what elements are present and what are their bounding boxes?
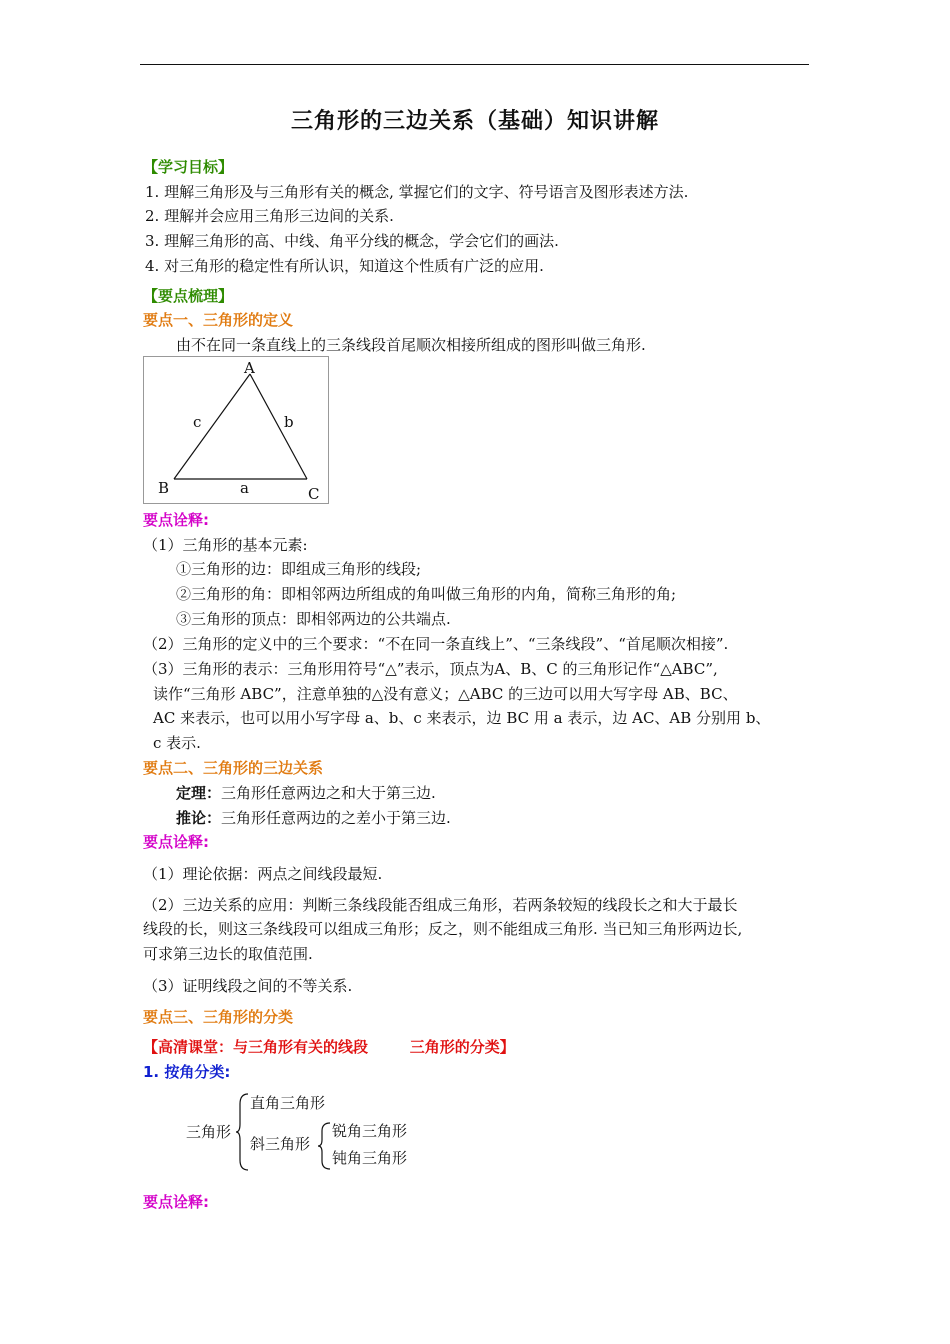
side-b-label: b xyxy=(284,413,294,431)
vertex-B-label: B xyxy=(158,479,170,497)
objective-item-4: 4. 对三角形的稳定性有所认识，知道这个性质有广泛的应用. xyxy=(145,257,544,275)
video-link[interactable]: 【高清课堂：与三角形有关的线段 三角形的分类】 xyxy=(143,1038,515,1056)
point1-note-5: （2）三角形的定义中的三个要求：“不在同一条直线上”、“三条线段”、“首尾顺次相接”. xyxy=(143,635,729,653)
side-c-line xyxy=(174,374,250,479)
tree-brace-2 xyxy=(318,1121,332,1171)
corollary-label: 推论： xyxy=(176,809,222,827)
objective-item-3: 3. 理解三角形的高、中线、角平分线的概念，学会它们的画法. xyxy=(145,232,559,250)
point1-heading: 要点一、三角形的定义 xyxy=(143,311,294,329)
point3-note-heading: 要点诠释: xyxy=(143,1193,209,1211)
point2-note-5: （3）证明线段之间的不等关系. xyxy=(143,977,353,995)
key-points-heading: 【要点梳理】 xyxy=(143,287,234,305)
objective-item-2: 2. 理解并会应用三角形三边间的关系. xyxy=(145,207,394,225)
objectives-heading-text: 【学习目标】 xyxy=(143,158,234,176)
corollary-text: 三角形任意两边的之差小于第三边. xyxy=(221,809,451,827)
objective-item-1: 1. 理解三角形及与三角形有关的概念, 掌握它们的文字、符号语言及图形表述方法. xyxy=(145,183,689,201)
point2-note-4: 可求第三边长的取值范围. xyxy=(143,945,313,963)
theorem-label: 定理： xyxy=(176,784,222,802)
tree-obtuse: 钝角三角形 xyxy=(332,1149,408,1167)
triangle-definition: 由不在同一条直线上的三条线段首尾顺次相接所组成的图形叫做三角形. xyxy=(176,336,646,354)
tree-root: 三角形 xyxy=(186,1123,232,1141)
point1-note-8: AC 来表示，也可以用小写字母 a、b、c 来表示，边 BC 用 a 表示，边 AC、AB 分别用 b、 xyxy=(153,709,771,727)
tree-right: 直角三角形 xyxy=(250,1094,326,1112)
tree-acute: 锐角三角形 xyxy=(332,1122,408,1140)
theorem-text: 三角形任意两边之和大于第三边. xyxy=(221,784,436,802)
point2-heading: 要点二、三角形的三边关系 xyxy=(143,759,324,777)
point3-heading: 要点三、三角形的分类 xyxy=(143,1008,294,1026)
triangle-figure xyxy=(143,356,329,504)
point1-note-2: ①三角形的边：即组成三角形的线段; xyxy=(176,560,422,578)
side-b-line xyxy=(250,374,307,479)
point1-note-4: ③三角形的顶点：即相邻两边的公共端点. xyxy=(176,610,451,628)
corollary-line xyxy=(176,807,451,829)
point1-note-7: 读作“三角形 ABC”，注意单独的△没有意义；△ABC 的三边可以用大写字母 AB、BC、 xyxy=(153,685,738,703)
tree-brace-1 xyxy=(236,1092,250,1172)
tree-oblique: 斜三角形 xyxy=(250,1135,311,1153)
point1-note-3: ②三角形的角：即相邻两边所组成的角叫做三角形的内角，简称三角形的角; xyxy=(176,585,677,603)
page-title: 三角形的三边关系（基础）知识讲解 xyxy=(290,109,659,134)
point1-note-9: c 表示. xyxy=(153,734,201,752)
header-rule xyxy=(140,64,809,65)
by-angle-heading: 1. 按角分类: xyxy=(143,1063,231,1081)
point1-note-heading: 要点诠释: xyxy=(143,511,209,529)
side-a-label: a xyxy=(240,479,249,497)
point1-note-1: （1）三角形的基本元素: xyxy=(143,536,308,554)
point2-note-heading: 要点诠释: xyxy=(143,833,209,851)
point2-note-1: （1）理论依据：两点之间线段最短. xyxy=(143,865,383,883)
theorem-line xyxy=(176,782,436,804)
point2-note-3: 线段的长，则这三条线段可以组成三角形；反之，则不能组成三角形. 当已知三角形两边长, xyxy=(143,920,743,938)
vertex-A-label: A xyxy=(244,359,255,377)
side-c-label: c xyxy=(193,413,202,431)
vertex-C-label: C xyxy=(308,485,320,503)
point2-note-2: （2）三边关系的应用：判断三条线段能否组成三角形，若两条较短的线段长之和大于最长 xyxy=(143,896,738,914)
point1-note-6: （3）三角形的表示：三角形用符号“△”表示，顶点为A、B、C 的三角形记作“△ABC”, xyxy=(143,660,718,678)
